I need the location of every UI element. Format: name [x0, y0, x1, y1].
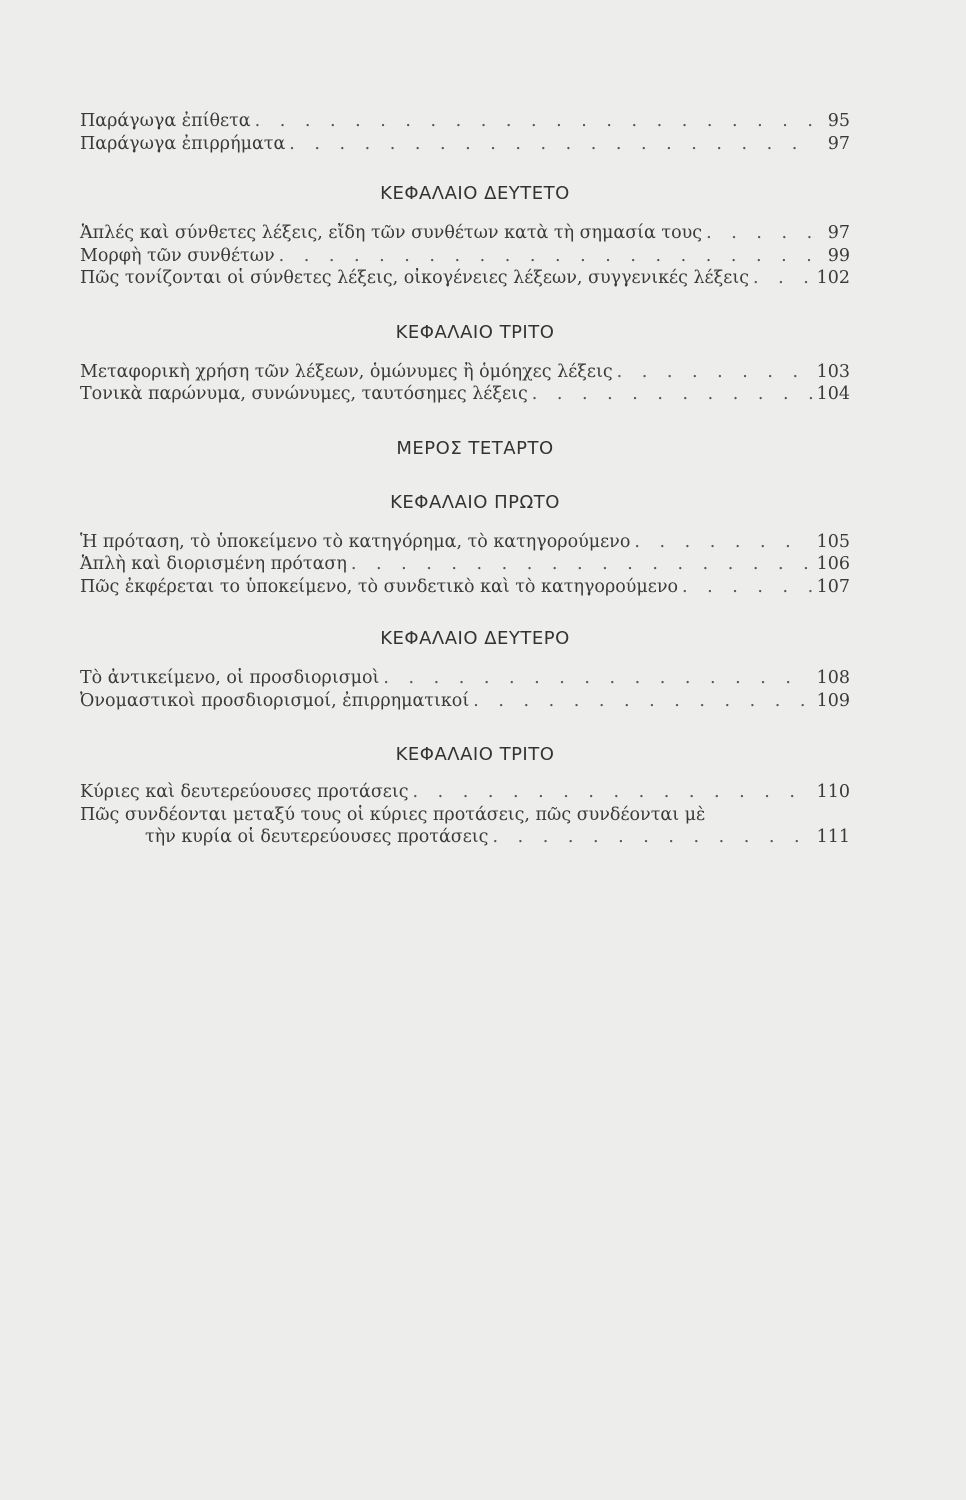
toc-entry-page: 103 — [816, 361, 850, 382]
dot-leader — [383, 667, 812, 690]
toc-entry-page: 111 — [816, 827, 850, 847]
toc-entry — [80, 826, 850, 849]
toc-entry-page: 106 — [816, 554, 850, 574]
toc-entry-page: 95 — [827, 111, 850, 131]
toc-entry — [80, 110, 850, 133]
toc-entry — [80, 383, 850, 406]
toc-entry-title: Πῶς ἐκφέρεται το ὑποκείμενο, τὸ συνδετικὸ καὶ τὸ κατηγορούμενο — [80, 576, 679, 597]
toc-entry-page: 110 — [816, 782, 850, 802]
chapter-heading: ΚΕΦΑΛΑΙΟ ΔΕΥΤΕΤΟ — [380, 183, 570, 204]
toc-entry-page: 99 — [827, 245, 850, 266]
toc-entry-page: 105 — [816, 531, 850, 552]
chapter-heading: ΚΕΦΑΛΑΙΟ ΔΕΥΤΕΡΟ — [380, 628, 570, 649]
toc-entry-title-line1: Πῶς συνδέονται μεταξύ τους οἱ κύριες προτάσεις, πῶς συνδέονται μὲ — [80, 804, 706, 825]
dot-leader — [617, 361, 812, 384]
toc-entry — [80, 245, 850, 268]
dot-leader — [682, 576, 812, 599]
part-heading: ΜΕΡΟΣ ΤΕΤΑΡΤΟ — [396, 437, 554, 459]
dot-leader — [706, 222, 812, 245]
chapter-heading: ΚΕΦΑΛΑΙΟ ΤΡΙΤΟ — [395, 321, 555, 343]
dot-leader — [351, 553, 812, 576]
dot-leader — [634, 531, 812, 554]
toc-entry-page: 108 — [816, 668, 850, 688]
dot-leader — [255, 110, 812, 133]
dot-leader — [289, 133, 812, 156]
toc-entry — [80, 267, 850, 290]
toc-entry-page: 107 — [816, 576, 850, 597]
toc-entry-title: Ἡ πρόταση, τὸ ὑποκείμενο τὸ κατηγόρημα, τὸ κατηγορούμενο — [80, 531, 631, 552]
toc-entry-page: 97 — [827, 223, 850, 243]
chapter-heading: ΚΕΦΑΛΑΙΟ ΠΡΩΤΟ — [390, 491, 560, 513]
toc-entry-page: 102 — [816, 268, 850, 288]
toc-entry-title: Τὸ ἀντικείμενο, οἱ προσδιορισμοὶ — [80, 668, 380, 688]
toc-entry — [80, 133, 850, 156]
dot-leader — [413, 781, 812, 804]
toc-entry-page: 104 — [816, 384, 850, 404]
toc-entry — [80, 781, 850, 804]
toc-entry — [80, 531, 850, 554]
toc-entry — [80, 553, 850, 576]
dot-leader — [473, 690, 812, 713]
dot-leader — [532, 383, 812, 406]
toc-entry-page: 109 — [816, 690, 850, 711]
toc-entry — [80, 667, 850, 690]
toc-entry-title: Ὀνομαστικοὶ προσδιορισμοί, ἐπιρρηματικοί — [80, 690, 470, 711]
toc-entry-title: Ἁπλές καὶ σύνθετες λέξεις, εἴδη τῶν συνθέτων κατὰ τὴ σημασία τους — [80, 223, 703, 243]
toc-entry — [80, 576, 850, 599]
toc-entry-page: 97 — [827, 133, 850, 154]
toc-entry — [80, 361, 850, 384]
toc-entry-title: Κύριες καὶ δευτερεύουσες προτάσεις — [80, 782, 409, 802]
toc-entry-title: Τονικὰ παρώνυμα, συνώνυμες, ταυτόσημες λέξεις — [80, 384, 528, 404]
toc-entry-title: Μεταφορικὴ χρήση τῶν λέξεων, ὁμώνυμες ἢ ὁμόηχες λέξεις — [80, 361, 613, 382]
toc-entry — [80, 690, 850, 713]
toc-entry-title: Πῶς τονίζονται οἱ σύνθετες λέξεις, οἰκογένειες λέξεων, συγγενικές λέξεις — [80, 268, 749, 288]
toc-entry-title: Ἁπλὴ καὶ διορισμένη πρόταση — [80, 554, 347, 574]
dot-leader — [279, 245, 812, 268]
toc-entry-title-line2: τὴν κυρία οἱ δευτερεύουσες προτάσεις — [145, 827, 489, 847]
toc-entry — [80, 222, 850, 245]
dot-leader — [492, 826, 812, 849]
toc-entry-title: Παράγωγα ἐπιρρήματα — [80, 133, 286, 154]
chapter-heading: ΚΕΦΑΛΑΙΟ ΤΡΙΤΟ — [395, 744, 555, 765]
table-of-contents — [80, 110, 850, 849]
dot-leader — [753, 267, 812, 290]
toc-entry-title: Παράγωγα ἐπίθετα — [80, 111, 251, 131]
toc-entry-title: Μορφὴ τῶν συνθέτων — [80, 245, 275, 266]
